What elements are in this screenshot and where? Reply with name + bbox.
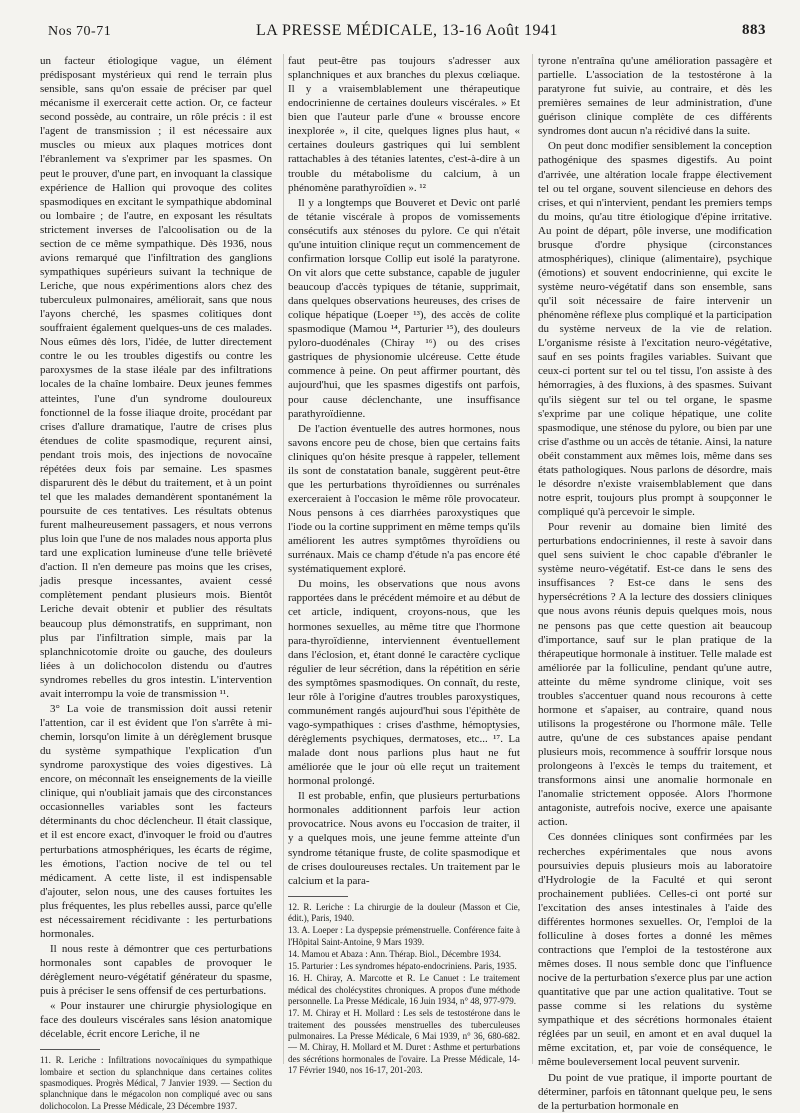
paragraph: « Pour instaurer une chirurgie physiologique en face des douleurs viscérales sans lésion anatomique décelable, écrit encore Leriche, il ne [40,1000,272,1041]
footnote: 11. R. Leriche : Infiltrations novocaïniques du sympathique lombaire et section du splanchnique dans certaines colites spasmodiques. Progrès Médical, 7 Janvier 1939. — Section du splanchnique dans le mégacolon non compliqué avec ou sans dolichocolon. La Presse Médicale, 23 Décembre 1937. [40,1055,272,1111]
issue-number: Nos 70-71 [48,24,112,39]
paragraph: On peut donc modifier sensiblement la conception pathogénique des spasmes digestifs. Au point d'arrivée, une altération locale frappe électivement tel ou tel organe, souvent silencieuse en dehors des crises, et qui n'intervient, pendant les premiers temps du moins, qu'au titre étiologique d'épine irritative. Au point de départ, pôle inverse, une modification brusque d'ordre physique (circonstances atmosphériques), clinique (alimentaire), psychique (émotions) et souvent endocrinienne, qui excite le système neuro-végétatif dans son ensemble, sans qu'il soit nécessaire de faire intervenir un phénomène réflexe plus compliqué et la participation du système nerveux de la vie de relation. L'organisme résiste à l'excitation neuro-végétative, sauf en ses points fragiles variables. Suivant que ceux-ci portent sur tel ou tel tissu, l'on assiste à des hémorragies, à des fluxions, à des spasmes. Suivant qu'ils siègent sur tel ou tel organe, le spasme s'exprime par une colique hépatique, une colite spasmodique, une sténose du pylore, ou bien par une crise d'asthme ou un accès de tétanie. Ainsi, la nature obéit constamment aux mêmes lois, même dans ses états pathologiques. Nous parlons de désordre, mais le désordre n'existe vraisemblablement que dans notre esprit, toujours plus prompt à soupçonner le compliqué qu'à percevoir le simple. [538,140,772,518]
column-right [538,54,772,1112]
footnote: 14. Mamou et Abaza : Ann. Thérap. Biol., Décembre 1934. [288,948,502,959]
column-left [40,54,272,1111]
page-number: 883 [742,22,766,38]
paragraph: Du moins, les observations que nous avons rapportées dans le précédent mémoire et au début de cet article, indiquent, croyons-nous, que les hormones sexuelles, au même titre que l'hormone para-thyroïdienne, interviennent éventuellement dans l'éclosion, et, étant donné le caractère cyclique régulier de leur sécrétion, dans la répétition en série des symptômes spasmodiques. On connaît, du reste, leur rôle à l'origine d'autres troubles paroxystiques, communément rangés aujourd'hui sous l'épithète de vago-sympathiques : crises d'asthme, hémoptysies, dérèglements psychiques, dermatoses, etc... ¹⁷. La malade dont nous parlions plus haut ne fut améliorée que le jour où elle reçut un traitement hormonal prolongé. [288,578,520,788]
article-body [40,54,772,1112]
paragraph: Il est probable, enfin, que plusieurs perturbations hormonales additionnent parfois leur action provocatrice. Nous avons eu l'occasion de traiter, il y a quelques mois, une jeune femme atteinte d'un syndrome tétanique fruste, de colite spasmodique et de crises douloureuses rectales. Un traitement par le calcium et la para- [288,790,520,887]
paragraph: De l'action éventuelle des autres hormones, nous savons encore peu de chose, bien que certains faits cliniques qu'on hésite presque à rappeler, tellement ils sont de constatation banale, suggèrent peut-être que les perturbations thyroïdiennes ou surrénales exerceraient à l'occasion le même rôle provocateur. Nous pensons à ces diarrhées paroxystiques que l'iode ou la cortine suppriment en même temps qu'ils améliorent les autres symptômes thyroïdiens ou surrénaux. Mais ce champ d'étude n'a pas encore été systématiquement exploré. [288,422,520,576]
footnote: 16. H. Chiray, A. Marcotte et R. Le Canuet : Le traitement médical des cholécystites chroniques. A propos d'une méthode personnelle. La Presse Médicale, 16 Juin 1934, n° 48, 977-979. [288,973,520,1007]
footnote-rule [288,896,348,897]
footnote: 17. M. Chiray et H. Mollard : Les sels de testostérone dans le traitement des poussées menstruelles des tuberculeuses pulmonaires. La Presse Médicale, 6 Mai 1939, n° 36, 680-682. — M. Chiray, H. Mollard et M. Duret : Asthme et perturbations des sécrétions hormonales de l'ovaire. La Presse Médicale, 14-17 Février 1940, nos 16-17, 201-203. [288,1008,520,1075]
paragraph: un facteur étiologique vague, un élément prédisposant mystérieux qui rend le terrain plus sensible, sans qu'on essaie de préciser par quel mécanisme il exercerait cette action. Or, ce facteur second possède, au contraire, un rôle précis : il est l'agent de transmission ; il est nécessaire aux muscles ou mieux aux plaques motrices dont l'ébranlement va s'exprimer par les spasmes. On peut le prouver, d'une part, en invoquant la classique expérience de Hallion qui provoque des colites spasmodiques en excitant le sympathique abdominal ou lombaire ; de l'autre, en exposant les résultats strictement inverses de l'alcoolisation ou de la section de ce même sympathique. Dès 1936, nous avions remarqué que l'infiltration des ganglions sympathiques supérieurs suivant la technique de Leriche, que nous expérimentions alors chez des tuberculeux pulmonaires, améliorait, sans que nous l'ayons cherché, les spasmes colitiques dont souffraient également quelques-uns de ces malades. Nous eûmes dès lors, l'idée, de lutter directement contre le ou les troubles digestifs ou contre les paroxysmes de la stase iléale par des infiltrations locales de la chaîne lombaire. Deux jeunes femmes atteintes, l'une d'un syndrome douloureux fonctionnel de la fosse iliaque droite, procédant par crises d'allure dramatique, l'autre de crises plus étendues de colite spasmodique, reçurent ainsi, pendant trois mois, des injections de novocaïne répétées deux fois par semaine. Les spasmes disparurent dès le début du traitement, et à un point tel que les malades demandèrent spontanément la poursuite de ces tentatives. Les résultats obtenus furent malheureusement passagers, et nous verrons plus loin que l'une de nos malades nous apporta plus tard une explication lumineuse d'une telle brièveté d'action. Il n'en demeure pas moins que les crises, jadis presque incessantes, avaient cessé complètement pendant plusieurs mois. Bientôt Leriche devait obtenir et publier des résultats beaucoup plus démonstratifs, en supprimant, non plus par l'infiltration simple, mais par la splanchnicotomie droite ou gauche, des douleurs liées à un dolichocolon distendu ou d'autres syndromes rebelles du gros intestin. L'intervention avait interrompu la voie de transmission ¹¹. [40,55,272,700]
paragraph: Pour revenir au domaine bien limité des perturbations endocriniennes, il reste à savoir dans quel sens suivient le choc capable d'ébranler le système neuro-végétatif. Est-ce dans le sens des insuffisances ? Est-ce dans le sens des hypersécrétions ? A la lecture des dossiers cliniques que nous avons réunis depuis quelques mois, nous ne pensons pas que cette question ait beaucoup d'importance, sauf sur le plan pratique de la thérapeutique hormonale à instituer. Telle malade est améliorée par la folliculine, pendant qu'une autre, atteinte du même syndrome clinique, voit ses troubles s'accentuer quand nous recourons à cette hormone et s'apaiser, au contraire, quand nous utilisons la progestérone ou l'hormone mâle. Telle autre, qu'une de ces substances apaise pendant plusieurs mois, recommence à souffrir lorsque nous prolongeons à l'excès le temps du traitement, et transformons ainsi une anomalie hormonale en l'anomalie strictement opposée. Alors l'hormone antagoniste, autrefois nocive, exerce une apaisante action. [538,521,772,829]
paragraph: 3° La voie de transmission doit aussi retenir l'attention, car il est évident que l'on s'arrête à mi-chemin, lorsqu'on limite à un dérèglement brusque du système sympathique l'explication d'un syndrome paroxystique des voies digestives. Là encore, on méconnaît les enseignements de la vieille clinique, qui n'oubliait jamais que des circonstances occasionnelles variables sont les facteurs déterminants du choc déclencheur. Il était classique, et il est encore exact, d'invoquer le froid ou d'autres perturbations atmosphériques, les écarts de régime, les émotions, l'action nocive de tel ou tel médicament. A cette liste, il est indispensable d'ajouter, selon nous, une des causes fortuites les plus fréquentes, les plus rebelles aussi, parce qu'elle est nécessairement récidivante : les perturbations hormonales. [40,702,272,940]
footnote: 15. Parturier : Les syndromes hépato-endocriniens. Paris, 1935. [288,961,517,972]
journal-title: LA PRESSE MÉDICALE, 13-16 Août 1941 [256,22,558,39]
footnotes [288,902,520,1076]
paragraph: tyrone n'entraîna qu'une amélioration passagère et partielle. L'association de la testostérone à la paratyrone fut suivie, au contraire, et dès les premières semaines de leur administration, d'une guérison clinique complète de ces différents syndromes dont aucun n'a récidivé dans la suite. [538,55,772,138]
paragraph: Ces données cliniques sont confirmées par les recherches expérimentales que nous avons poursuivies depuis plusieurs mois au laboratoire d'Hydrologie de la Faculté et qui seront prochainement publiées. Celles-ci ont porté sur l'excitation des anses intestinales à l'aide des différentes hormones sexuelles. Or, l'emploi de la folliculine à doses fortes a donné les mêmes contractions que l'emploi de la testostérone aux mêmes doses. Il nous semble donc que l'influence nocive de la perturbation s'exerce plus par une action quantitative que par une action qualitative. Tout se passe comme si les relations du système sympathique et des sécrétions hormonales étaient réglées par un seuil, en amont et en aval duquel la même excitation, et, par voie de conséquence, le même bouleversement local peuvent survenir. [538,831,772,1069]
footnote-rule [40,1049,100,1050]
column-middle [288,54,520,1075]
footnotes [40,1055,272,1111]
paragraph: Du point de vue pratique, il importe pourtant de déterminer, parfois en tâtonnant quelque peu, le sens de la perturbation hormonale en [538,1071,772,1112]
footnote: 12. R. Leriche : La chirurgie de la douleur (Masson et Cie, édit.), Paris, 1940. [288,901,520,923]
paragraph: faut peut-être pas toujours s'adresser aux splanchniques et aux branches du plexus cœliaque. Il y a vraisemblablement une thérapeutique endocrinienne de certaines douleurs viscérales. » Et bien que l'auteur parle d'une « brousse encore inexplorée », il cite, quelques lignes plus haut, « certaines douleurs gastriques qui lui semblent rattachables à des tétanies latentes, c'est-à-dire à un trouble du métabolisme du calcium, à un phénomène parathyroïdien ». ¹² [288,55,520,194]
page-header [48,22,766,44]
paragraph: Il y a longtemps que Bouveret et Devic ont parlé de tétanie viscérale à propos de vomissements consécutifs aux sténoses du pylore. Ce qui n'était qu'une intuition clinique reçut un commencement de confirmation lorsque Collip eut isolé la paratyrone. On vit alors que cette substance, capable de juguler beaucoup d'accès typiques de tétanie, supprimait, dans quelques observations heureuses, des crises de colique hépatique (Loeper ¹³), des accès de colite spasmodique (Mamou ¹⁴, Parturier ¹⁵), des douleurs pyloro-duodénales (Chiray ¹⁶) ou des crises gastriques de physionomie ulcéreuse. Cette étude commence à peine. On peut affirmer pourtant, dès aujourd'hui, que les spasmes digestifs ont parfois, pour cause déclenchante, une insuffisance parathyroïdienne. [288,196,520,420]
paragraph: Il nous reste à démontrer que ces perturbations hormonales sont capables de provoquer le dérèglement neuro-végétatif générateur du spasme, puis à préciser le sens offensif de ces perturbations. [40,942,272,998]
footnote: 13. A. Loeper : La dyspepsie prémenstruelle. Conférence faite à l'Hôpital Saint-Antoine, 9 Mars 1939. [288,925,520,947]
